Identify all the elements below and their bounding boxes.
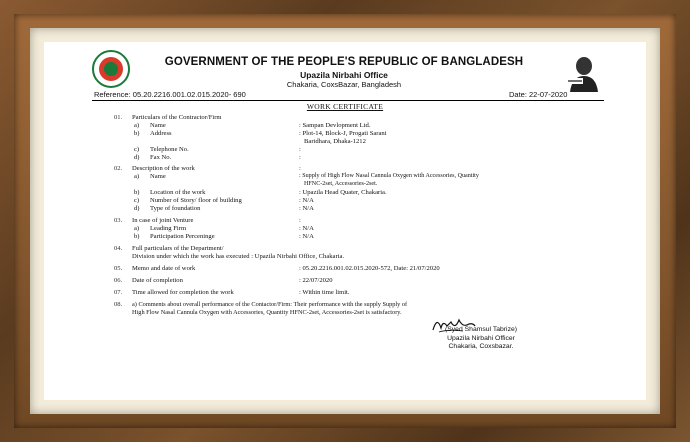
item-label: Fax No. <box>150 154 172 161</box>
item-value-cont: Baridhara, Dhaka-1212 <box>304 138 366 145</box>
signature-block <box>406 326 556 352</box>
section-text: Division under which the work has executed : Upazila Nirbahi Office, Chakaria. <box>132 253 345 260</box>
item-label: Number of Story/ floor of building <box>150 197 242 204</box>
section-heading: In case of joint Venture <box>132 217 194 224</box>
item-key: a) <box>134 122 140 129</box>
signatory-title: Upazila Nirbahi Officer <box>447 334 515 342</box>
section-number: 01. <box>114 114 123 121</box>
item-value: : Supply of High Flow Nasal Cannula Oxygen with Accessories, Quantity <box>299 173 479 179</box>
item-value: : Plot-14, Block-J, Progati Sarani <box>299 130 387 137</box>
item-value: : 22/07/2020 <box>299 277 333 284</box>
item-key: b) <box>134 130 140 137</box>
item-key: a) <box>134 173 140 180</box>
document-date: Date: 22-07-2020 <box>509 90 568 99</box>
item-value: : N/A <box>299 225 314 232</box>
certificate-document <box>44 42 646 400</box>
item-label: Leading Firm <box>150 225 187 232</box>
section-number: 07. <box>114 289 123 296</box>
section-label: Time allowed for completion the work <box>132 289 234 296</box>
section-text: Full particulars of the Department/ <box>132 245 224 252</box>
section-text: High Flow Nasal Cannula Oxygen with Accessories, Quantity HFNC-2set, Accessories-2set is satisfactory. <box>132 309 402 316</box>
item-value: : N/A <box>299 233 314 240</box>
reference-row <box>44 90 646 100</box>
item-label: Name <box>150 122 166 129</box>
item-value: : <box>299 154 301 161</box>
section-heading: Description of the work <box>132 165 195 172</box>
item-label: Participation Perceninge <box>150 233 215 240</box>
item-label: Telephone No. <box>150 146 189 153</box>
item-key: c) <box>134 146 140 153</box>
item-value-cont: HFNC-2set, Accessories-2set. <box>304 181 378 187</box>
section-number: 03. <box>114 217 123 224</box>
item-value: : Within time limit. <box>299 289 350 296</box>
item-label: Address <box>150 130 172 137</box>
section-number: 05. <box>114 265 123 272</box>
item-value: : Sampan Devlopment Ltd. <box>299 122 371 129</box>
letterhead-title: GOVERNMENT OF THE PEOPLE'S REPUBLIC OF BANGLADESH <box>164 56 524 68</box>
item-value: : N/A <box>299 197 314 204</box>
item-key: d) <box>134 205 140 212</box>
signatory-name: (Syed Shamsul Tabrize) <box>444 326 518 333</box>
letterhead-address: Chakaria, CoxsBazar, Bangladesh <box>286 80 402 89</box>
section-text: a) Comments about overall performance of the Contactor/Firm: Their performance with the supply Supply of <box>132 301 408 308</box>
item-value: : 05.20.2216.001.02.015.2020-572, Date: 21/07/2020 <box>299 265 440 272</box>
section-number: 04. <box>114 245 123 252</box>
government-seal-icon <box>92 50 130 88</box>
document-title: WORK CERTIFICATE <box>306 102 384 111</box>
portrait-icon <box>564 52 604 92</box>
section-number: 02. <box>114 165 123 172</box>
item-value: : N/A <box>299 205 314 212</box>
item-label: Type of foundation <box>150 205 201 212</box>
item-key: b) <box>134 233 140 240</box>
section-heading: Particulars of the Contractor/Firm <box>132 114 222 121</box>
item-label: Name <box>150 173 166 180</box>
section-label: Memo and date of work <box>132 265 196 272</box>
section-label: Date of completion <box>132 277 183 284</box>
header-rule <box>92 100 604 101</box>
item-value: : <box>299 217 301 224</box>
letterhead-office: Upazila Nirbahi Office <box>300 70 388 80</box>
section-number: 06. <box>114 277 123 284</box>
item-key: c) <box>134 197 140 204</box>
item-key: d) <box>134 154 140 161</box>
signatory-place: Chakaria, Coxsbazar. <box>448 343 514 351</box>
section-number: 08. <box>114 301 123 308</box>
item-label: Location of the work <box>150 189 206 196</box>
reference-number: Reference: 05.20.2216.001.02.015.2020- 690 <box>94 90 246 99</box>
item-value: : Upazila Head Quater, Chakaria. <box>299 189 387 196</box>
item-value: : <box>299 146 301 153</box>
item-value: : <box>299 165 301 172</box>
item-key: a) <box>134 225 140 232</box>
item-key: b) <box>134 189 140 196</box>
